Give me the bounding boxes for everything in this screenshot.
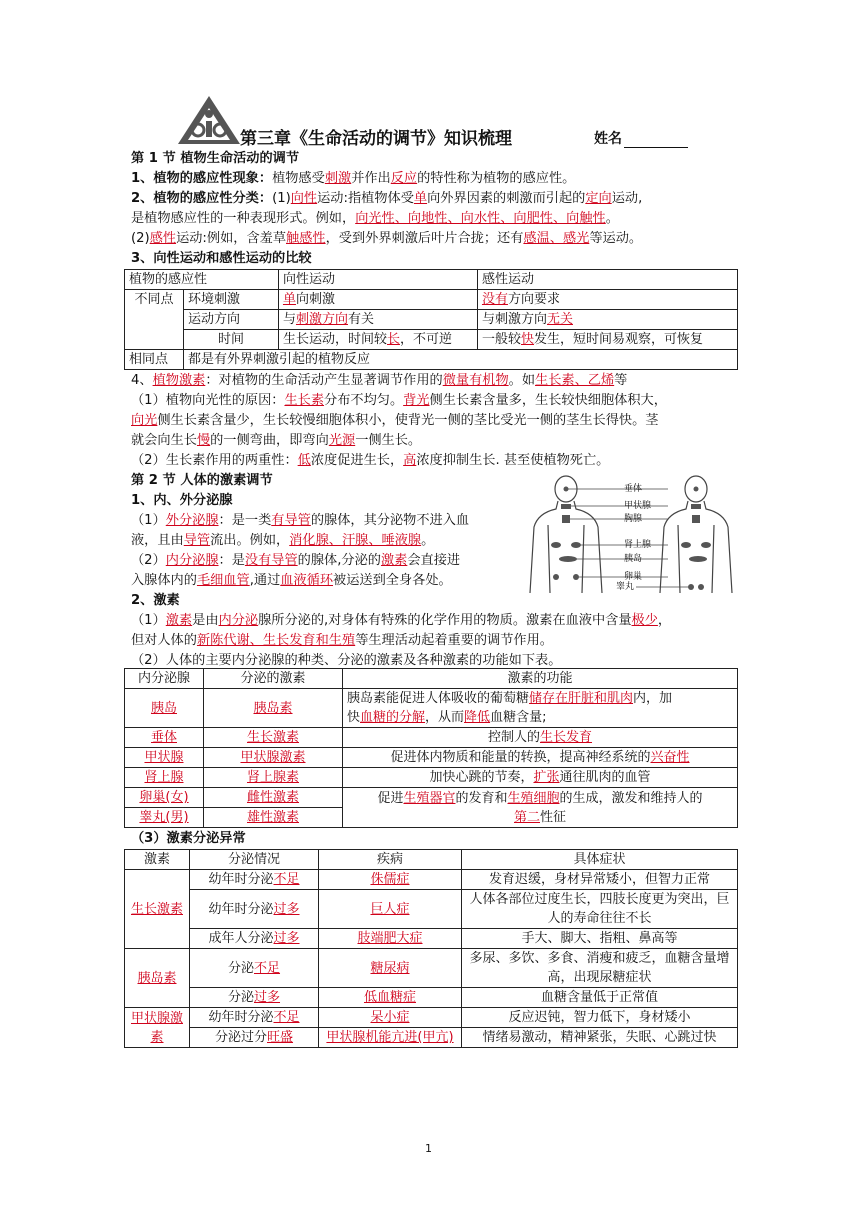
figure-label: 垂体 bbox=[624, 484, 643, 494]
table-cell: 发育迟缓，身材异常矮小，但智力正常 bbox=[462, 870, 738, 890]
answer: 单 bbox=[282, 292, 296, 307]
table-cell: 激素 bbox=[125, 850, 190, 870]
figure-label: 胸腺 bbox=[624, 514, 643, 524]
table-cell bbox=[190, 1028, 319, 1048]
t: 与 bbox=[282, 312, 296, 327]
answer: 雌性激素 bbox=[246, 790, 299, 805]
t: ， bbox=[657, 613, 672, 628]
table-row bbox=[125, 870, 738, 890]
answer: 垂体 bbox=[150, 730, 177, 745]
table-cell bbox=[343, 728, 738, 748]
table-cell bbox=[125, 748, 204, 768]
table-cell bbox=[190, 870, 319, 890]
answer: 甲状腺机能亢进(甲亢) bbox=[326, 1030, 454, 1045]
table-cell: 血糖含量低于正常值 bbox=[462, 988, 738, 1008]
table-row bbox=[125, 1008, 738, 1028]
table-cell: 具体症状 bbox=[462, 850, 738, 870]
s1-p1-lead: 1、植物的感应性现象： bbox=[131, 171, 273, 186]
t: 是由 bbox=[192, 613, 219, 628]
t: （1） bbox=[131, 613, 166, 628]
t: ：是 bbox=[218, 553, 245, 568]
t: 快 bbox=[347, 710, 361, 725]
t: 的腺体,分泌的 bbox=[297, 553, 381, 568]
table-cell bbox=[319, 988, 462, 1008]
answer: 侏儒症 bbox=[370, 872, 410, 887]
t: 运动:指植物体受 bbox=[317, 191, 414, 206]
answer: 激素 bbox=[380, 553, 408, 568]
answer: 反应 bbox=[390, 171, 418, 186]
answer: 卵巢(女) bbox=[139, 790, 189, 805]
t: 生长运动，时间较 bbox=[282, 332, 387, 347]
answer: 生长素 bbox=[284, 393, 325, 408]
table-cell bbox=[278, 330, 477, 350]
answer: 微量有机物 bbox=[442, 373, 509, 388]
table-cell: 手大、脚大、指粗、鼻高等 bbox=[462, 929, 738, 949]
table-cell bbox=[125, 870, 190, 949]
t: 流出。例如， bbox=[210, 533, 290, 548]
t: 成年人分泌 bbox=[208, 931, 274, 946]
table-cell: 疾病 bbox=[319, 850, 462, 870]
s2-p4: （2）人体的主要内分泌腺的种类、分泌的激素及各种激素的功能如下表。 bbox=[131, 653, 562, 668]
table-cell: 时间 bbox=[184, 330, 279, 350]
school-logo-icon bbox=[176, 94, 242, 146]
header bbox=[176, 94, 736, 149]
table-cell bbox=[343, 748, 738, 768]
answer: 胰岛素 bbox=[253, 700, 293, 716]
t: 胰岛素能促进人体吸收的葡萄糖 bbox=[347, 691, 530, 706]
answer: 降低 bbox=[464, 710, 491, 725]
table-cell bbox=[343, 768, 738, 788]
t: 内，加 bbox=[633, 691, 673, 706]
answer: 不足 bbox=[273, 872, 300, 887]
answer: 高 bbox=[403, 453, 417, 468]
table-cell: 都是有外界刺激引起的植物反应 bbox=[184, 350, 738, 370]
t: （1） bbox=[131, 513, 166, 528]
table-row bbox=[125, 310, 738, 330]
table-row bbox=[125, 330, 738, 350]
answer: 不足 bbox=[273, 1010, 300, 1025]
t: 血糖含量; bbox=[490, 710, 547, 725]
answer: 巨人症 bbox=[370, 901, 410, 917]
answer: 极少 bbox=[631, 613, 658, 628]
hormone-disorder-table bbox=[124, 849, 738, 1048]
t: （2） bbox=[131, 553, 166, 568]
table-cell bbox=[125, 1008, 190, 1048]
table-cell bbox=[343, 689, 738, 728]
answer: 肢端肥大症 bbox=[357, 931, 423, 946]
t: 浓度抑制生长. 甚至使植物死亡。 bbox=[416, 453, 610, 468]
t: 等 bbox=[614, 373, 628, 388]
t: 促进体内物质和能量的转换，提高神经系统的 bbox=[390, 750, 651, 765]
table-cell: 多尿、多饮、多食、消瘦和疲乏，血糖含量增高，出现尿糖症状 bbox=[462, 949, 738, 988]
s1-p5 bbox=[131, 371, 741, 391]
table-cell bbox=[125, 768, 204, 788]
answer: 胰岛素 bbox=[137, 970, 177, 986]
table-cell bbox=[190, 949, 319, 988]
table-cell bbox=[477, 330, 737, 350]
answer: 生长激素 bbox=[130, 901, 183, 917]
table-cell: 向性运动 bbox=[278, 270, 477, 290]
table-cell bbox=[190, 929, 319, 949]
table-row bbox=[125, 689, 738, 728]
t: 植物感受 bbox=[272, 171, 325, 186]
t: 被运送到全身各处。 bbox=[333, 573, 452, 588]
t: 等生理活动起着重要的调节作用。 bbox=[355, 633, 553, 648]
table-cell bbox=[125, 728, 204, 748]
t: 幼年时分泌 bbox=[208, 1010, 274, 1025]
t: 向外界因素的刺激而引起的 bbox=[427, 191, 586, 206]
t: 侧生长素含量少，生长较慢细胞体积小，使背光一侧的茎比受光一侧的茎生长得快。茎 bbox=[157, 413, 659, 428]
answer: 感性 bbox=[149, 231, 177, 246]
table-row bbox=[125, 270, 738, 290]
s2-sub1: 1、内、外分泌腺 bbox=[131, 493, 233, 508]
page-number: 1 bbox=[425, 1142, 432, 1155]
table-cell: 不同点 bbox=[125, 290, 184, 350]
s1-p3 bbox=[131, 229, 741, 249]
answer: 毛细血管 bbox=[196, 573, 250, 588]
answer: 睾丸(男) bbox=[139, 810, 189, 825]
answer: 甲状腺激素 bbox=[130, 1010, 183, 1045]
table-row bbox=[125, 748, 738, 768]
t: 控制人的 bbox=[487, 730, 540, 745]
answer: 低血糖症 bbox=[363, 990, 416, 1005]
answer: 胰岛 bbox=[150, 700, 177, 716]
table-cell bbox=[204, 748, 343, 768]
answer: 生殖细胞 bbox=[507, 790, 560, 806]
section1-heading: 第 1 节 植物生命活动的调节 bbox=[131, 151, 300, 166]
t: 侧生长素含量多，生长较快细胞体积大， bbox=[429, 393, 667, 408]
table-row bbox=[125, 929, 738, 949]
t: 运动:例如，含羞草 bbox=[176, 231, 287, 246]
answer: 触感性 bbox=[286, 231, 326, 246]
table-row bbox=[125, 1028, 738, 1048]
answer: 内分泌腺 bbox=[165, 553, 219, 568]
answer: 雄性激素 bbox=[246, 810, 299, 825]
answer: 消化腺、汗腺、唾液腺 bbox=[289, 533, 422, 548]
s1-p6c bbox=[131, 431, 741, 451]
table-cell bbox=[204, 808, 343, 828]
t: 4、 bbox=[131, 373, 153, 388]
answer: 慢 bbox=[196, 433, 211, 448]
t: 有关 bbox=[347, 312, 374, 327]
table-cell: 植物的感应性 bbox=[125, 270, 279, 290]
answer: 储存在肝脏和肌肉 bbox=[529, 691, 634, 706]
answer: 没有 bbox=[481, 292, 508, 307]
t: 分布不均匀。 bbox=[324, 393, 404, 408]
answer: 植物激素 bbox=[152, 373, 206, 388]
answer: 甲状腺激素 bbox=[240, 750, 306, 765]
table-row bbox=[125, 728, 738, 748]
answer: 生殖器官 bbox=[403, 790, 456, 806]
table-cell bbox=[204, 728, 343, 748]
table-row bbox=[125, 988, 738, 1008]
t: ，从而 bbox=[425, 710, 465, 725]
table-cell bbox=[204, 768, 343, 788]
table-cell: 环境刺激 bbox=[184, 290, 279, 310]
answer: 没有导管 bbox=[244, 553, 298, 568]
t: 向刺激 bbox=[295, 292, 335, 307]
answer: 内分泌 bbox=[218, 613, 259, 628]
answer: 新陈代谢、生长发育和生殖 bbox=[196, 633, 356, 648]
t: （2）生长素作用的两重性： bbox=[131, 453, 298, 468]
table-cell bbox=[319, 890, 462, 929]
table-cell: 分泌情况 bbox=[190, 850, 319, 870]
table-cell bbox=[319, 949, 462, 988]
table-cell bbox=[477, 310, 737, 330]
endocrine-glands-figure bbox=[528, 475, 742, 593]
t: 。 bbox=[421, 533, 435, 548]
s1-p2 bbox=[131, 189, 741, 209]
figure-label: 胰岛 bbox=[624, 554, 643, 564]
table-row bbox=[125, 949, 738, 988]
figure-label: 卵巢 bbox=[624, 572, 643, 582]
t: 的生成，激发和维持人的 bbox=[559, 790, 703, 806]
table-row bbox=[125, 890, 738, 929]
t: 的发育和 bbox=[455, 790, 508, 806]
t: 并作出 bbox=[351, 171, 391, 186]
t: ,通过 bbox=[249, 573, 281, 588]
answer: 光源 bbox=[328, 433, 356, 448]
answer: 无关 bbox=[546, 312, 573, 327]
t: 但对人体的 bbox=[131, 633, 197, 648]
answer: 肾上腺素 bbox=[246, 770, 299, 785]
t: 性征 bbox=[540, 809, 567, 825]
answer: 甲状腺 bbox=[144, 750, 184, 765]
t: 通往肌肉的血管 bbox=[559, 770, 651, 785]
table-cell: 情绪易激动，精神紧张，失眠、心跳过快 bbox=[462, 1028, 738, 1048]
table-cell bbox=[278, 310, 477, 330]
table-cell bbox=[125, 808, 204, 828]
t: 加快心跳的节奏， bbox=[429, 770, 534, 785]
figure-label: 肾上腺 bbox=[624, 540, 652, 550]
t: 幼年时分泌 bbox=[208, 872, 274, 887]
t: (1) bbox=[272, 191, 291, 206]
t: 等运动。 bbox=[589, 231, 643, 246]
s1-p4: 3、向性运动和感性运动的比较 bbox=[131, 251, 312, 266]
table-cell bbox=[278, 290, 477, 310]
table-cell: 相同点 bbox=[125, 350, 184, 370]
answer: 血液循环 bbox=[280, 573, 334, 588]
figure-label: 睾丸 bbox=[616, 582, 635, 592]
table-row bbox=[125, 350, 738, 370]
answer: 生长素、乙烯 bbox=[535, 373, 615, 388]
t: （1）植物向光性的原因： bbox=[131, 393, 285, 408]
s1-p2b bbox=[131, 209, 741, 229]
t: ，受到外界刺激后叶片合拢；还有 bbox=[325, 231, 524, 246]
table-row bbox=[125, 850, 738, 870]
answer: 激素 bbox=[165, 613, 193, 628]
answer: 感温、感光 bbox=[523, 231, 590, 246]
answer: 有导管 bbox=[271, 513, 311, 528]
answer: 呆小症 bbox=[370, 1010, 410, 1025]
s1-p6 bbox=[131, 391, 741, 411]
answer: 单 bbox=[413, 191, 428, 206]
t: ：是一类 bbox=[218, 513, 272, 528]
t: 的腺体，其分泌物不进入血 bbox=[310, 513, 470, 528]
t: 分泌 bbox=[227, 990, 254, 1005]
table-cell bbox=[125, 689, 204, 728]
answer: 刺激方向 bbox=[295, 312, 348, 327]
table-row bbox=[125, 290, 738, 310]
t: 会直接进 bbox=[407, 553, 461, 568]
table-cell: 分泌的激素 bbox=[204, 669, 343, 689]
figure-label: 甲状腺 bbox=[624, 501, 652, 511]
t: 。 bbox=[605, 211, 619, 226]
t: 运动, bbox=[611, 191, 643, 206]
answer: 生长激素 bbox=[246, 730, 299, 745]
table-cell: 内分泌腺 bbox=[125, 669, 204, 689]
table-cell bbox=[125, 788, 204, 808]
t: 一侧生长。 bbox=[355, 433, 422, 448]
table-cell bbox=[125, 949, 190, 1008]
table-cell: 人体各部位过度生长，四肢长度更为突出，巨人的寿命往往不长 bbox=[462, 890, 738, 929]
answer: 糖尿病 bbox=[370, 960, 410, 976]
answer: 肾上腺 bbox=[144, 770, 184, 785]
page-title: 第三章《生命活动的调节》知识梳理 bbox=[240, 129, 512, 149]
section2-heading: 第 2 节 人体的激素调节 bbox=[131, 473, 273, 488]
s2-sub2: 2、激素 bbox=[131, 593, 180, 608]
t: 一般较 bbox=[481, 332, 521, 347]
answer: 快 bbox=[520, 332, 534, 347]
table-cell bbox=[319, 929, 462, 949]
answer: 不足 bbox=[254, 960, 281, 976]
t: 与刺激方向 bbox=[481, 312, 547, 327]
t: 促进 bbox=[377, 790, 404, 806]
table-cell bbox=[190, 988, 319, 1008]
answer: 导管 bbox=[183, 533, 211, 548]
t: 就会向生长 bbox=[131, 433, 197, 448]
answer: 长 bbox=[386, 332, 400, 347]
name-label: 姓名 bbox=[594, 131, 622, 147]
s2-p3 bbox=[131, 611, 741, 631]
t: 腺所分泌的,对身体有特殊的化学作用的物质。激素在血液中含量 bbox=[258, 613, 632, 628]
answer: 血糖的分解 bbox=[360, 710, 426, 725]
answer: 刺激 bbox=[324, 171, 352, 186]
table-cell: 感性运动 bbox=[477, 270, 737, 290]
s1-p7 bbox=[131, 451, 741, 471]
table-cell bbox=[190, 890, 319, 929]
table-cell bbox=[190, 1008, 319, 1028]
answer: 背光 bbox=[403, 393, 430, 408]
t: 入腺体内的 bbox=[131, 573, 197, 588]
t: ，不可逆 bbox=[399, 332, 452, 347]
answer: 过多 bbox=[273, 931, 300, 946]
table-cell bbox=[477, 290, 737, 310]
answer: 向性 bbox=[290, 191, 318, 206]
answer: 兴奋性 bbox=[650, 750, 690, 765]
answer: 扩张 bbox=[533, 770, 560, 785]
t: 。如 bbox=[508, 373, 536, 388]
table-cell: 反应迟钝，智力低下，身材矮小 bbox=[462, 1008, 738, 1028]
table-row bbox=[125, 768, 738, 788]
answer: 过多 bbox=[254, 990, 281, 1005]
t: 的一侧弯曲，即弯向 bbox=[210, 433, 329, 448]
answer: 向光性、向地性、向水性、向肥性、向触性 bbox=[355, 211, 606, 226]
table-cell bbox=[343, 788, 738, 828]
hormone-function-table bbox=[124, 668, 738, 828]
t: 发生，短时间易观察，可恢复 bbox=[533, 332, 703, 347]
answer: 向光 bbox=[131, 413, 158, 428]
table-cell: 激素的功能 bbox=[343, 669, 738, 689]
answer: 定向 bbox=[585, 191, 612, 206]
name-blank[interactable] bbox=[624, 133, 688, 148]
t: ：对植物的生命活动产生显著调节作用的 bbox=[205, 373, 443, 388]
t: 液，且由 bbox=[131, 533, 184, 548]
s2-sub3: （3）激素分泌异常 bbox=[131, 831, 246, 846]
answer: 外分泌腺 bbox=[165, 513, 219, 528]
table-row bbox=[125, 788, 738, 808]
table-cell bbox=[204, 689, 343, 728]
answer: 低 bbox=[297, 453, 311, 468]
s2-p3b bbox=[131, 631, 741, 651]
table-cell: 运动方向 bbox=[184, 310, 279, 330]
t: 方向要求 bbox=[507, 292, 560, 307]
table-cell bbox=[319, 870, 462, 890]
t: 分泌过分 bbox=[214, 1030, 267, 1045]
name-field[interactable] bbox=[594, 128, 688, 148]
answer: 旺盛 bbox=[267, 1030, 294, 1045]
table-cell bbox=[204, 788, 343, 808]
comparison-table bbox=[124, 269, 738, 370]
answer: 第二 bbox=[513, 809, 540, 825]
s1-p1 bbox=[131, 169, 741, 189]
t: (2) bbox=[131, 231, 150, 246]
table-cell bbox=[319, 1008, 462, 1028]
answer: 过多 bbox=[273, 901, 300, 917]
table-row bbox=[125, 669, 738, 689]
t: 分泌 bbox=[227, 960, 254, 976]
table-cell bbox=[319, 1028, 462, 1048]
s1-p6b bbox=[131, 411, 741, 431]
t: 的特性称为植物的感应性。 bbox=[417, 171, 576, 186]
t: 是植物感应性的一种表现形式。例如， bbox=[131, 211, 356, 226]
t: 幼年时分泌 bbox=[208, 901, 274, 917]
t: 浓度促进生长， bbox=[310, 453, 404, 468]
s1-p2-lead: 2、植物的感应性分类： bbox=[131, 191, 273, 206]
answer: 生长发育 bbox=[540, 730, 593, 745]
